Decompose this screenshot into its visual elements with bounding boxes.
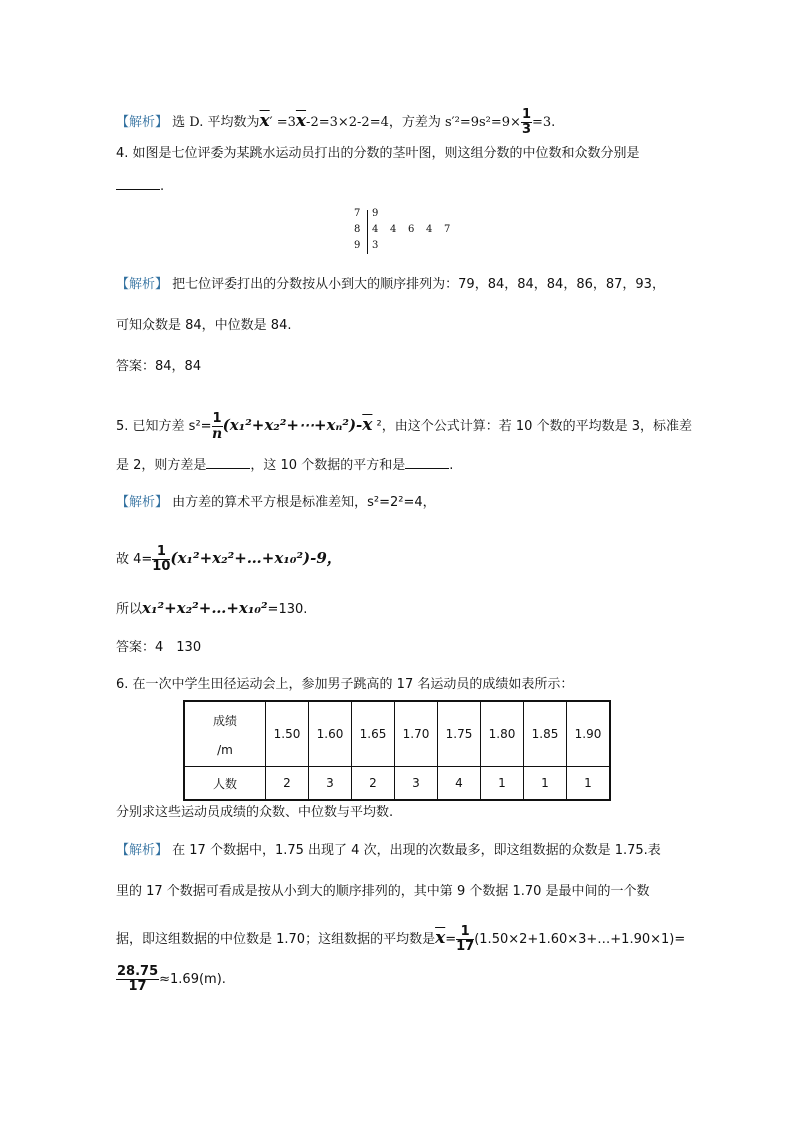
xbar-symbol: $\overline{x}$ xyxy=(259,111,270,131)
leaf-row: 3 xyxy=(372,240,379,251)
table-cell: 1.70 xyxy=(395,701,438,767)
table-cell: 1.90 xyxy=(567,701,611,767)
q5-stem-line1: 5. 已知方差 s²= $\frac{1}{n}$ $(x_1^2+x_2^2+\cdots+x_n^2)-\overline{x}$ ²，由这个公式计算：若 10 个数的平均数是 3，标准差 xyxy=(116,411,692,442)
table-cell: 1.85 xyxy=(524,701,567,767)
table-cell: 4 xyxy=(438,767,481,801)
q6-stem: 6. 在一次中学生田径运动会上，参加男子跳高的 17 名运动员的成绩如表所示： xyxy=(116,677,574,692)
table-cell: 1 xyxy=(567,767,611,801)
fraction-one-seventeenth: $\frac{1}{17}$ xyxy=(456,924,475,954)
table-cell: 1.65 xyxy=(352,701,395,767)
score-table xyxy=(183,700,611,801)
q6-ask: 分别求这些运动员成绩的众数、中位数与平均数. xyxy=(116,805,394,820)
stem-divider xyxy=(367,210,368,254)
table-header-cell: 成绩 /m xyxy=(184,701,266,767)
xbar-symbol: $\overline{x}$ xyxy=(295,111,307,131)
q5-solution-line3: 所以x₁²+x₂²+…+x₁₀²=130. xyxy=(116,599,308,617)
fraction-one-third: $\frac{1}{3}$ xyxy=(521,107,531,137)
q4-solution-line1: 【解析】 把七位评委打出的分数按从小到大的顺序排列为：79，84，84，84，86，87，93， xyxy=(116,277,665,292)
q5-solution-line2: 故 4= $\frac{1}{10}$ (x₁²+x₂²+…+x₁₀²)-9， xyxy=(116,544,342,574)
table-cell: 1 xyxy=(481,767,524,801)
table-cell: 3 xyxy=(395,767,438,801)
solution-tag: 【解析】 xyxy=(116,115,169,130)
table-row xyxy=(184,767,610,801)
table-row xyxy=(184,701,610,767)
q5-answer: 答案：4 130 xyxy=(116,640,202,655)
table-header-cell: 人数 xyxy=(184,767,266,801)
solution-tag: 【解析】 xyxy=(116,277,169,292)
answer-blank xyxy=(206,468,250,469)
table-cell: 1 xyxy=(524,767,567,801)
solution-tag: 【解析】 xyxy=(116,843,169,858)
fraction-one-over-n: $\frac{1}{n}$ xyxy=(211,411,223,442)
q4-stem: 4. 如图是七位评委为某跳水运动员打出的分数的茎叶图，则这组分数的中位数和众数分别是 xyxy=(116,146,640,161)
q6-solution-line2: 里的 17 个数据可看成是按从小到大的顺序排列的，其中第 9 个数据 1.70 是最中间的一个数 xyxy=(116,884,650,899)
q6-solution-line4: $\frac{28.75}{17}$ ≈1.69(m). xyxy=(117,964,226,994)
table-cell: 1.80 xyxy=(481,701,524,767)
q3-solution-line: 【解析】 选 D. 平均数为$\overline{x}' =3\overline{x}-2=3\times 2-2=4$，方差为 s′²=9s²=9× $\frac{1}{3}$ =3. xyxy=(116,107,556,137)
table-cell: 1.75 xyxy=(438,701,481,767)
fraction-one-tenth: $\frac{1}{10}$ xyxy=(152,544,171,574)
stem-value: 7 xyxy=(354,208,361,219)
table-cell: 2 xyxy=(352,767,395,801)
xbar-symbol: $\overline{x}$ xyxy=(435,928,446,948)
answer-blank xyxy=(405,468,449,469)
stem-value: 8 xyxy=(354,224,361,235)
stem-value: 9 xyxy=(354,240,361,251)
leaf-row: 4 4 6 4 7 xyxy=(372,224,451,235)
q6-solution-line3: 据，即这组数据的中位数是 1.70；这组数据的平均数是$\overline{x}=$ $\frac{1}{17}$ (1.50×2+1.60×3+…+1.90×1)= xyxy=(116,924,686,954)
xbar-symbol: $\overline{x}$ xyxy=(362,415,373,435)
q5-stem-line2: 是 2，则方差是 ，这 10 个数据的平方和是 . xyxy=(116,458,454,473)
fraction-result: $\frac{28.75}{17}$ xyxy=(117,964,159,994)
q5-solution-line1: 【解析】 由方差的算术平方根是标准差知，s²=2²=4， xyxy=(116,495,436,510)
table-cell: 2 xyxy=(266,767,309,801)
table-cell: 1.50 xyxy=(266,701,309,767)
q4-blank-line: . xyxy=(116,178,164,196)
solution-tag: 【解析】 xyxy=(116,495,169,510)
stem-leaf-plot xyxy=(352,208,472,256)
q6-solution-line1: 【解析】 在 17 个数据中，1.75 出现了 4 次，出现的次数最多，即这组数据的众数是 1.75.表 xyxy=(116,843,661,858)
answer-blank xyxy=(116,189,160,190)
leaf-row: 9 xyxy=(372,208,379,219)
q4-answer: 答案：84，84 xyxy=(116,359,202,374)
table-cell: 3 xyxy=(309,767,352,801)
q4-solution-line2: 可知众数是 84，中位数是 84. xyxy=(116,318,292,333)
table-cell: 1.60 xyxy=(309,701,352,767)
